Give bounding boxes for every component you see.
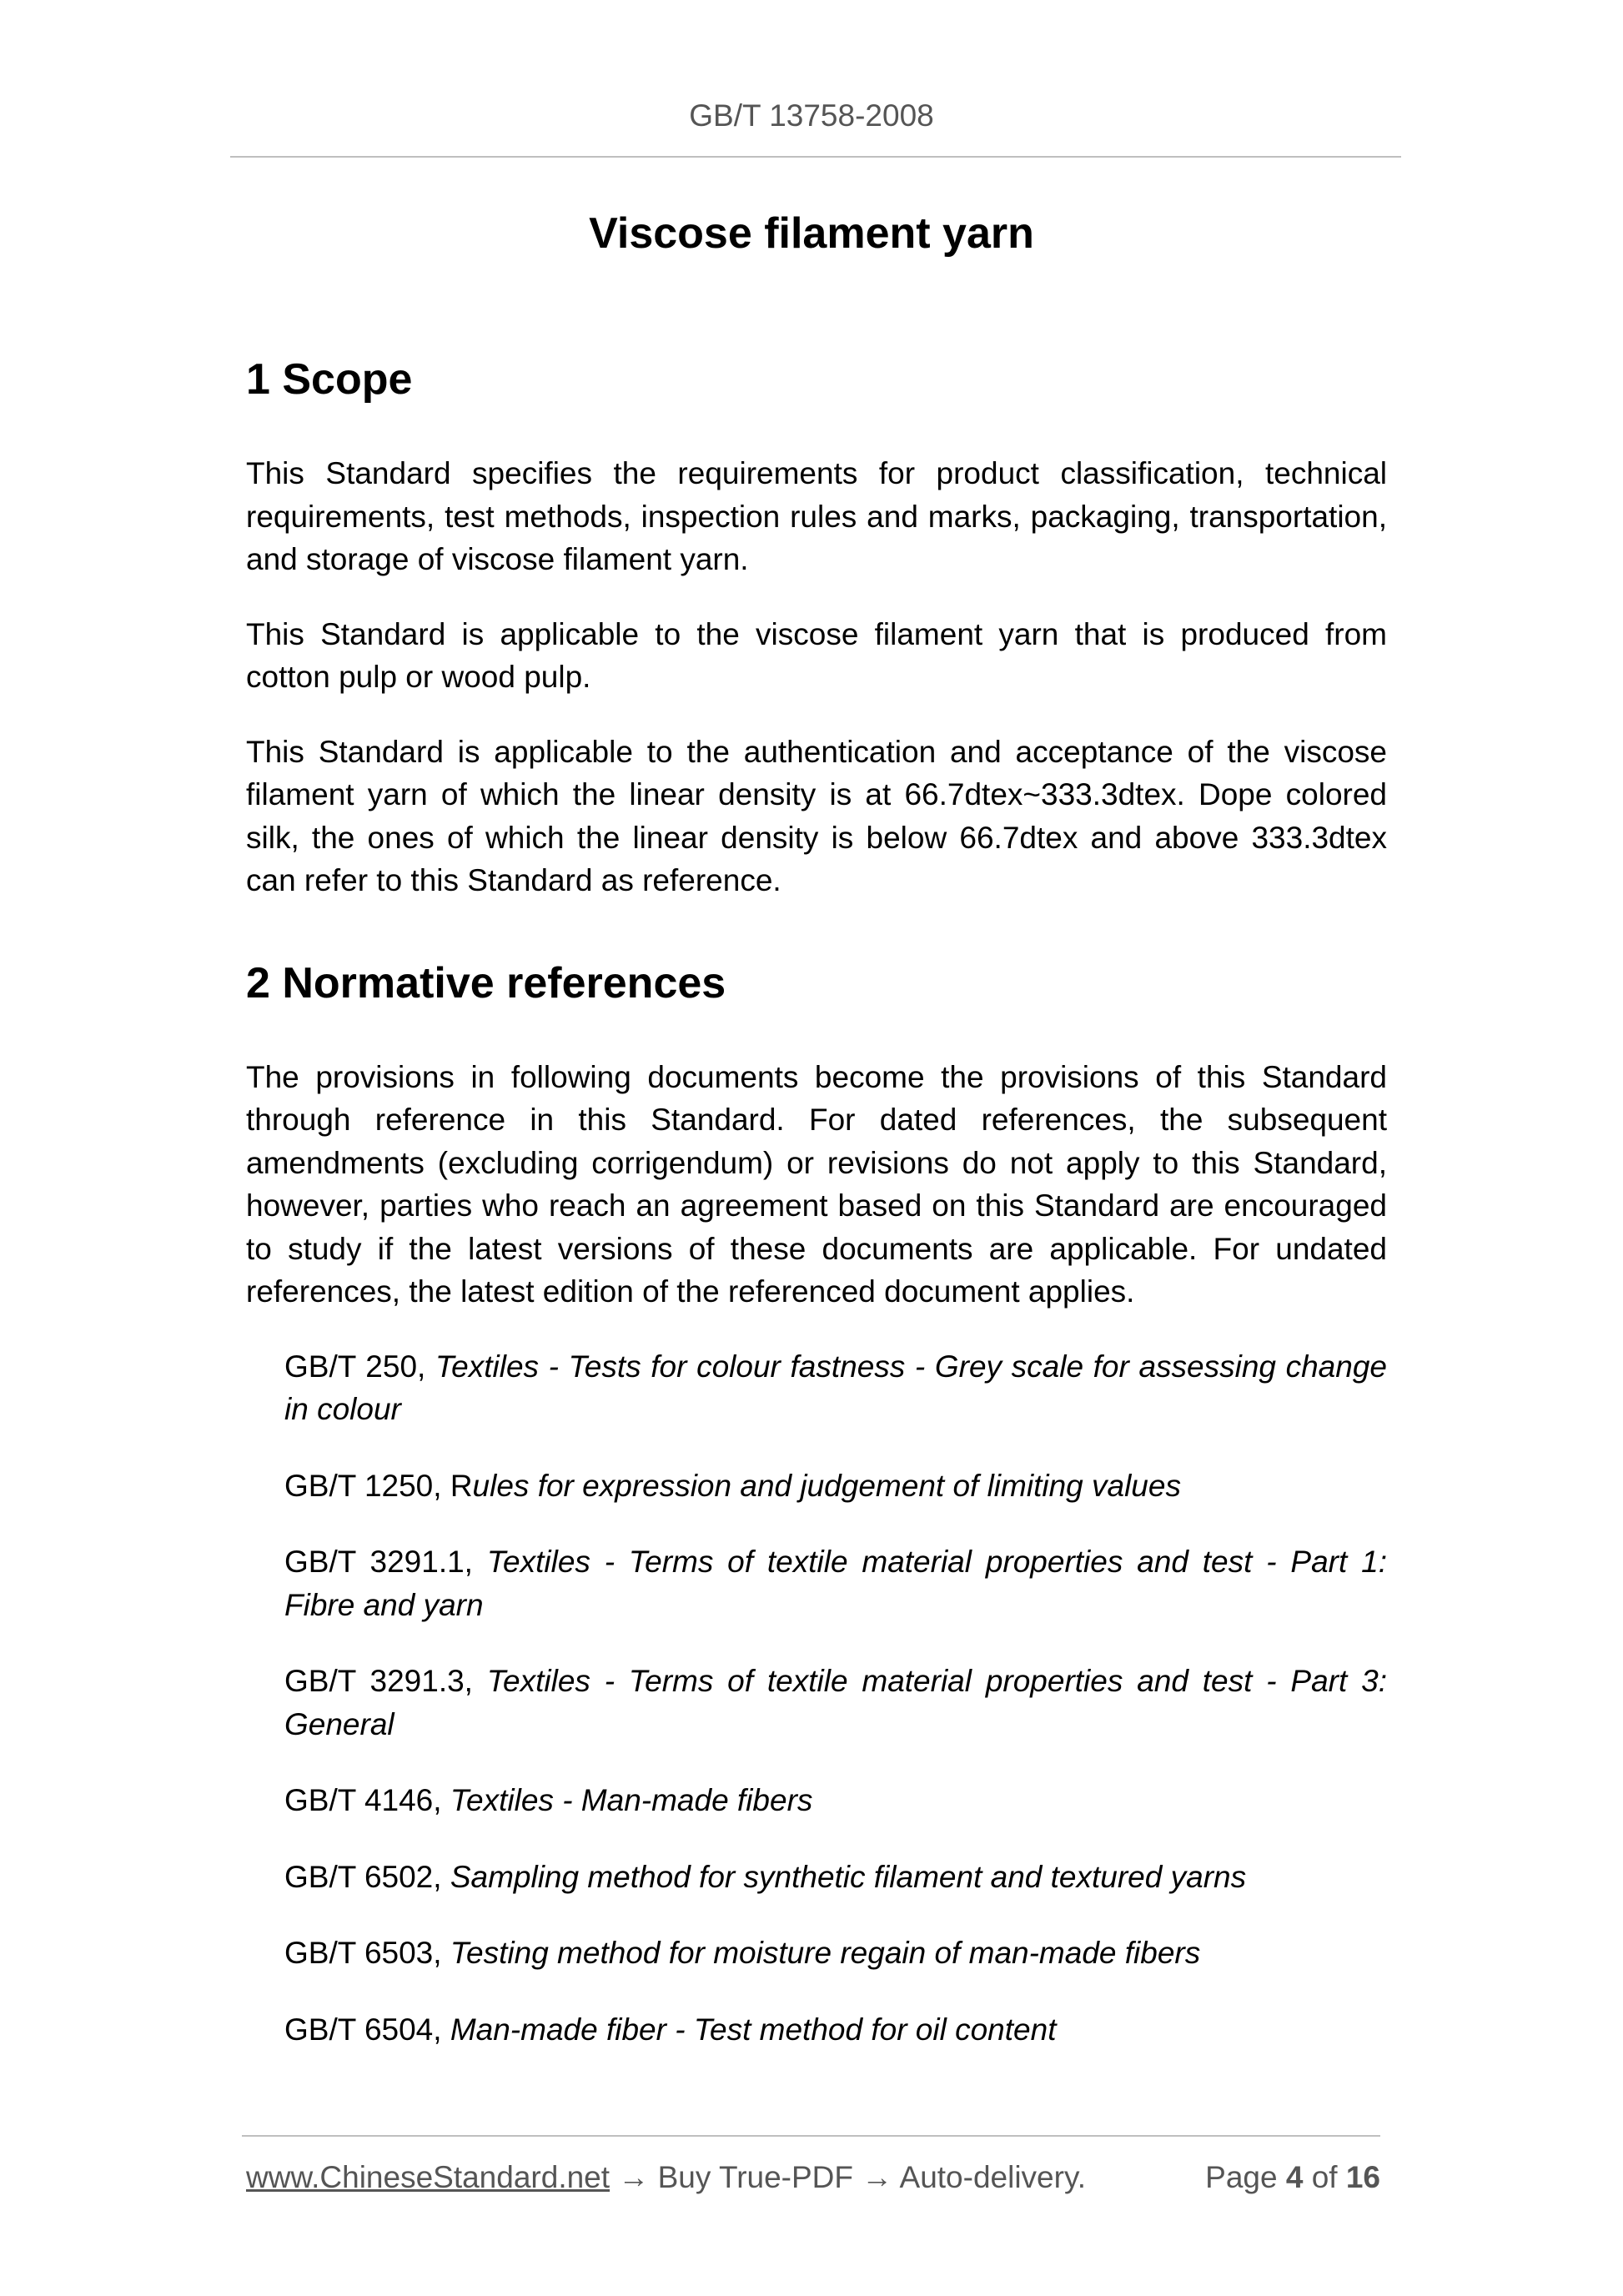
reference-title: Sampling method for synthetic filament and textured yarns <box>450 1859 1247 1894</box>
reference-title: Textiles - Man-made fibers <box>450 1783 813 1817</box>
footer-left <box>246 2160 1086 2195</box>
scope-paragraph-2: This Standard is applicable to the viscose filament yarn that is produced from cotton pulp or wood pulp. <box>246 616 1387 694</box>
reference-code: GB/T 250, <box>284 1349 435 1384</box>
page-total: 16 <box>1345 2160 1380 2194</box>
reference-item <box>284 1660 1387 1746</box>
reference-item <box>284 1932 1387 1975</box>
reference-title: Textiles - Terms of textile material properties and test - Part 3: General <box>284 1664 1387 1741</box>
header-standard-code: GB/T 13758-2008 <box>689 98 934 133</box>
reference-list <box>246 1345 1387 2052</box>
section-heading-scope: 1 Scope <box>246 355 413 404</box>
reference-code: GB/T 3291.3, <box>284 1664 487 1698</box>
reference-title: Textiles - Tests for colour fastness - Grey scale for assessing change in colour <box>284 1349 1387 1426</box>
reference-item <box>284 1779 1387 1822</box>
reference-item <box>284 1345 1387 1431</box>
document-body <box>246 350 1387 2084</box>
page-number: 4 <box>1285 2160 1304 2194</box>
references-intro-paragraph: The provisions in following documents become the provisions of this Standard through reference in this Standard. For dated references, the subsequent amendments (excluding corrigendum) or revisions do not apply to this Standard, however, parties who reach an agreement based on this Standard are encouraged to study if the latest versions of these documents are applicable. For undated references, the latest edition of the referenced document applies. <box>246 1059 1387 1309</box>
header-divider <box>230 156 1401 158</box>
reference-code: GB/T 3291.1, <box>284 1545 487 1579</box>
section-heading-normative-references: 2 Normative references <box>246 958 726 1007</box>
scope-paragraph-3: This Standard is applicable to the authentication and acceptance of the viscose filament yarn of which the linear density is at 66.7dtex~333.3dtex. Dope colored silk, the ones of which the linear density is below 66.7dtex and above 333.3dtex can refer to this Standard as reference. <box>246 734 1387 897</box>
reference-title: Textiles - Terms of textile material properties and test - Part 1: Fibre and yarn <box>284 1545 1387 1622</box>
reference-title: Testing method for moisture regain of man-made fibers <box>450 1936 1201 1970</box>
reference-code: GB/T 6503, <box>284 1936 450 1970</box>
reference-code: GB/T 4146, <box>284 1783 450 1817</box>
page-label: Page <box>1205 2160 1286 2194</box>
of-label: of <box>1303 2160 1346 2194</box>
footer-divider <box>242 2135 1380 2137</box>
reference-item <box>284 1856 1387 1899</box>
reference-code: GB/T 1250, R <box>284 1468 473 1503</box>
site-link[interactable]: www.ChineseStandard.net <box>246 2160 611 2194</box>
page-indicator <box>1205 2160 1380 2195</box>
reference-code: GB/T 6504, <box>284 2012 450 2047</box>
document-title: Viscose filament yarn <box>589 209 1034 258</box>
reference-title: Man-made fiber - Test method for oil content <box>450 2012 1057 2047</box>
reference-item <box>284 1540 1387 1626</box>
reference-item <box>284 1465 1387 1508</box>
reference-item <box>284 2008 1387 2052</box>
reference-code: GB/T 6502, <box>284 1859 450 1894</box>
page-footer <box>246 2160 1380 2195</box>
scope-paragraph-1: This Standard specifies the requirements for product classification, technical requirements, test methods, inspection rules and marks, packaging, transportation, and storage of viscose filament yarn. <box>246 456 1387 576</box>
footer-tagline: → Buy True-PDF → Auto-delivery. <box>610 2160 1086 2194</box>
reference-title: ules for expression and judgement of limiting values <box>472 1468 1181 1503</box>
